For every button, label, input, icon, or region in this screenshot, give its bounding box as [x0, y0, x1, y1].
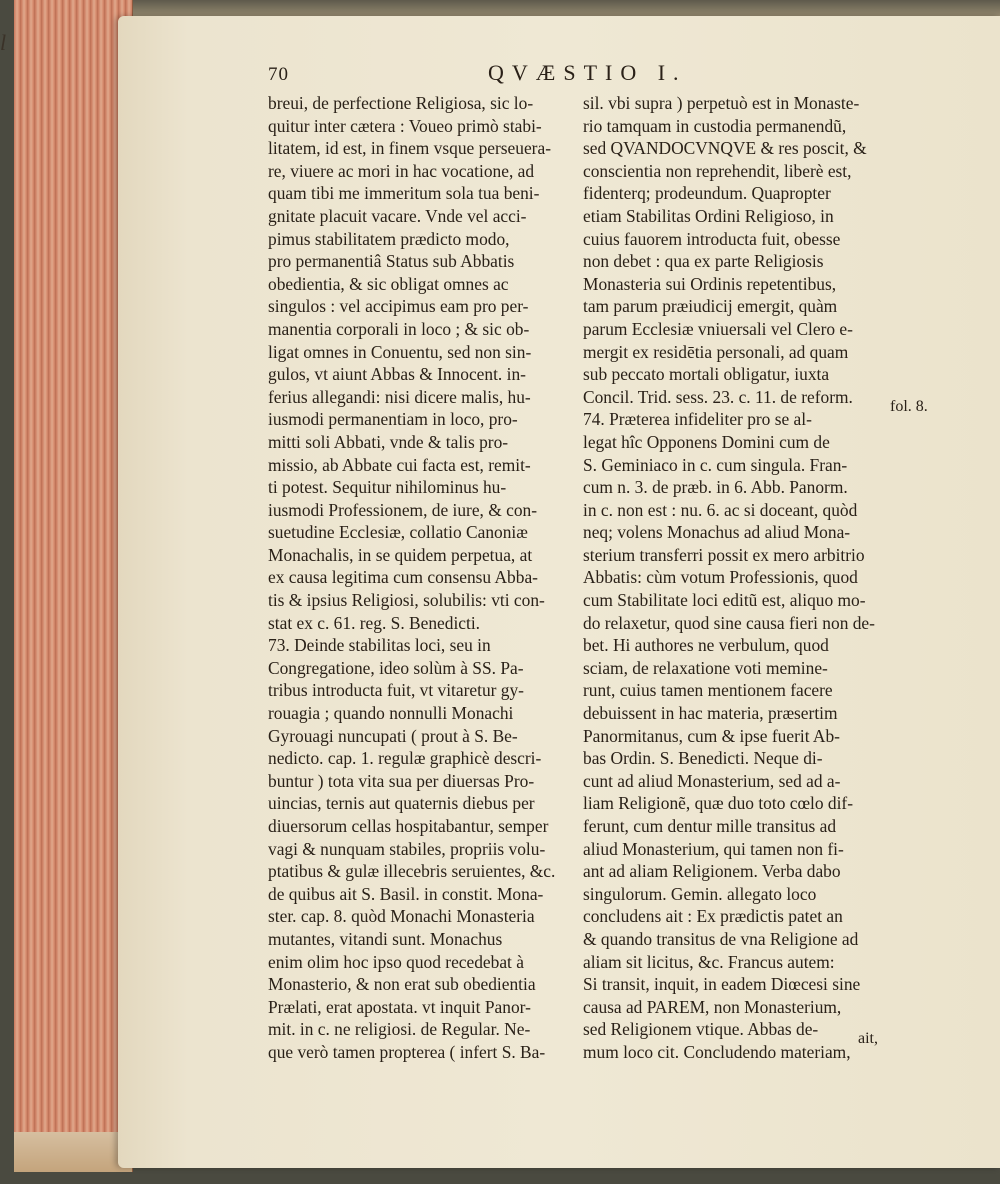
text-line: causa ad PAREM, non Monasterium, [583, 996, 842, 1017]
text-line: sed QVANDOCVNQVE & res poscit, & [583, 138, 867, 159]
text-line: conscientia non reprehendit, liberè est, [583, 160, 852, 181]
text-line: Monasteria sui Ordinis repetentibus, [583, 273, 837, 294]
text-line: rio tamquam in custodia permanendũ, [583, 115, 847, 136]
text-line: concludens ait : Ex prædictis patet an [583, 906, 843, 927]
text-line: ti potest. Sequitur nihilominus hu- [268, 477, 507, 498]
text-line: legat hîc Opponens Domini cum de [583, 431, 830, 452]
book-page-edges [14, 0, 133, 1172]
text-line: cum n. 3. de præb. in 6. Abb. Panorm. [583, 477, 848, 498]
text-line: ant ad aliam Religionem. Verba dabo [583, 861, 841, 882]
text-line: ligat omnes in Conuentu, sed non sin- [268, 341, 532, 362]
text-line: iusmodi Professionem, de iure, & con- [268, 499, 538, 520]
text-line: tis & ipsius Religiosi, solubilis: vti con- [268, 590, 545, 611]
text-line: sub peccato mortali obligatur, iuxta [583, 364, 830, 385]
text-line: etiam Stabilitas Ordini Religioso, in [583, 205, 834, 226]
text-line: bas Ordin. S. Benedicti. Neque di- [583, 748, 823, 769]
text-line: rouagia ; quando nonnulli Monachi [268, 703, 514, 724]
page-header [268, 60, 888, 90]
text-line: diuersorum cellas hospitabantur, semper [268, 816, 549, 836]
text-line: sterium transferri possit ex mero arbitrio [583, 544, 865, 565]
text-line: Monasterio, & non erat sub obedientia [268, 974, 536, 995]
text-line: ferunt, cum dentur mille transitus ad [583, 816, 837, 836]
text-line: quitur inter cætera : Voueo primò stabi- [268, 115, 542, 136]
text-line: stat ex c. 61. reg. S. Benedicti. [268, 612, 481, 633]
text-line: quam tibi me immeritum sola tua beni- [268, 183, 540, 204]
text-line: do relaxetur, quod sine causa fieri non de- [583, 612, 875, 633]
text-line: Prælati, erat apostata. vt inquit Panor- [268, 996, 531, 1017]
text-line: sed Religionem vtique. Abbas de- [583, 1019, 819, 1040]
text-line: bet. Hi authores ne verbulum, quod [583, 635, 829, 656]
text-line: iusmodi permanentiam in loco, pro- [268, 409, 518, 430]
text-line: missio, ab Abbate cui facta est, remit- [268, 454, 531, 475]
text-line: de quibus ait S. Basil. in constit. Mona- [268, 883, 544, 904]
text-line: Concil. Trid. sess. 23. c. 11. de reform. [583, 386, 853, 407]
text-line: ferius allegandi: nisi dicere malis, hu- [268, 386, 531, 407]
text-line: breui, de perfectione Religiosa, sic lo- [268, 93, 534, 113]
text-line: neq; volens Monachus ad aliud Mona- [583, 522, 851, 543]
text-line: vagi & nunquam stabiles, propriis volu- [268, 838, 546, 859]
text-line: gnitate placuit vacare. Vnde vel acci- [268, 205, 527, 226]
text-line: & quando transitus de vna Religione ad [583, 928, 859, 949]
text-line: liam Religionẽ, quæ duo toto cœlo dif- [583, 793, 854, 814]
text-line: manentia corporali in loco ; & sic ob- [268, 318, 530, 339]
text-line: cum Stabilitate loci editũ est, aliquo mo- [583, 590, 866, 611]
text-line: aliam sit licitus, &c. Francus autem: [583, 951, 835, 972]
text-line: mit. in c. ne religiosi. de Regular. Ne- [268, 1019, 531, 1040]
text-line: runt, cuius tamen mentionem facere [583, 680, 833, 701]
text-line: singulos : vel accipimus eam pro per- [268, 296, 529, 317]
text-line: pro permanentiâ Status sub Abbatis [268, 251, 515, 272]
text-line: debuissent in hac materia, præsertim [583, 703, 838, 724]
text-line: Abbatis: cùm votum Professionis, quod [583, 567, 858, 588]
left-margin-mark: l [0, 30, 7, 55]
left-text-column [268, 92, 588, 1064]
margin-note: fol. 8. [890, 398, 928, 415]
text-line: mum loco cit. Concludendo materiam, [583, 1041, 851, 1062]
text-line: Gyrouagi nuncupati ( prout à S. Be- [268, 725, 518, 746]
text-line: sciam, de relaxatione voti memine- [583, 657, 828, 678]
text-line: Congregatione, ideo solùm à SS. Pa- [268, 657, 524, 678]
text-line: mergit ex residētia personali, ad quam [583, 341, 849, 362]
text-line: buntur ) tota vita sua per diuersas Pro- [268, 770, 535, 791]
text-line: cuius fauorem introducta fuit, obesse [583, 228, 841, 249]
text-line: parum Ecclesiæ vniuersali vel Clero e- [583, 318, 853, 339]
text-line: S. Geminiaco in c. cum singula. Fran- [583, 454, 848, 475]
text-line: 74. Præterea infideliter pro se al- [583, 409, 812, 430]
text-line: sil. vbi supra ) perpetuò est in Monaste- [583, 93, 860, 113]
text-line: enim olim hoc ipso quod recedebat à [268, 951, 524, 972]
text-line: ster. cap. 8. quòd Monachi Monasteria [268, 906, 535, 927]
text-line: uincias, ternis aut quaternis diebus per [268, 793, 535, 814]
text-line: singulorum. Gemin. allegato loco [583, 883, 817, 904]
text-line: pimus stabilitatem prædicto modo, [268, 228, 510, 249]
text-line: obedientia, & sic obligat omnes ac [268, 273, 509, 294]
text-line: cunt ad aliud Monasterium, sed ad a- [583, 770, 841, 791]
text-line: mitti soli Abbati, vnde & talis pro- [268, 431, 509, 452]
text-line: 73. Deinde stabilitas loci, seu in [268, 635, 491, 656]
text-line: gulos, vt aiunt Abbas & Innocent. in- [268, 364, 526, 385]
running-title: QVÆSTIO I. [488, 60, 687, 85]
text-line: in c. non est : nu. 6. ac si doceant, quòd [583, 499, 858, 520]
text-line: ex causa legitima cum consensu Abba- [268, 567, 538, 588]
text-line: litatem, id est, in finem vsque perseuera- [268, 138, 551, 159]
text-line: Si transit, inquit, in eadem Diœcesi sine [583, 974, 861, 995]
text-line: nedicto. cap. 1. regulæ graphicè descri- [268, 748, 542, 769]
text-line: re, viuere ac mori in hac vocatione, ad [268, 160, 535, 181]
text-line: fidenterq; prodeundum. Quapropter [583, 183, 831, 204]
text-line: suetudine Ecclesiæ, collatio Canoniæ [268, 522, 528, 543]
text-line: mutantes, vitandi sunt. Monachus [268, 928, 503, 949]
text-line: Monachalis, in se quidem perpetua, at [268, 544, 533, 565]
text-line: tribus introducta fuit, vt vitaretur gy- [268, 680, 524, 701]
text-line: tam parum præiudicij emergit, quàm [583, 296, 838, 317]
text-line: aliud Monasterium, qui tamen non fi- [583, 838, 844, 859]
page-number: 70 [268, 64, 289, 85]
text-line: non debet : qua ex parte Religiosis [583, 251, 824, 272]
text-line: ptatibus & gulæ illecebris seruientes, &c. [268, 861, 556, 882]
text-line: Panormitanus, cum & ipse fuerit Ab- [583, 725, 840, 746]
right-text-column [583, 92, 888, 1064]
catchword: ait, [858, 1030, 878, 1047]
text-line: que verò tamen propterea ( infert S. Ba- [268, 1041, 546, 1062]
